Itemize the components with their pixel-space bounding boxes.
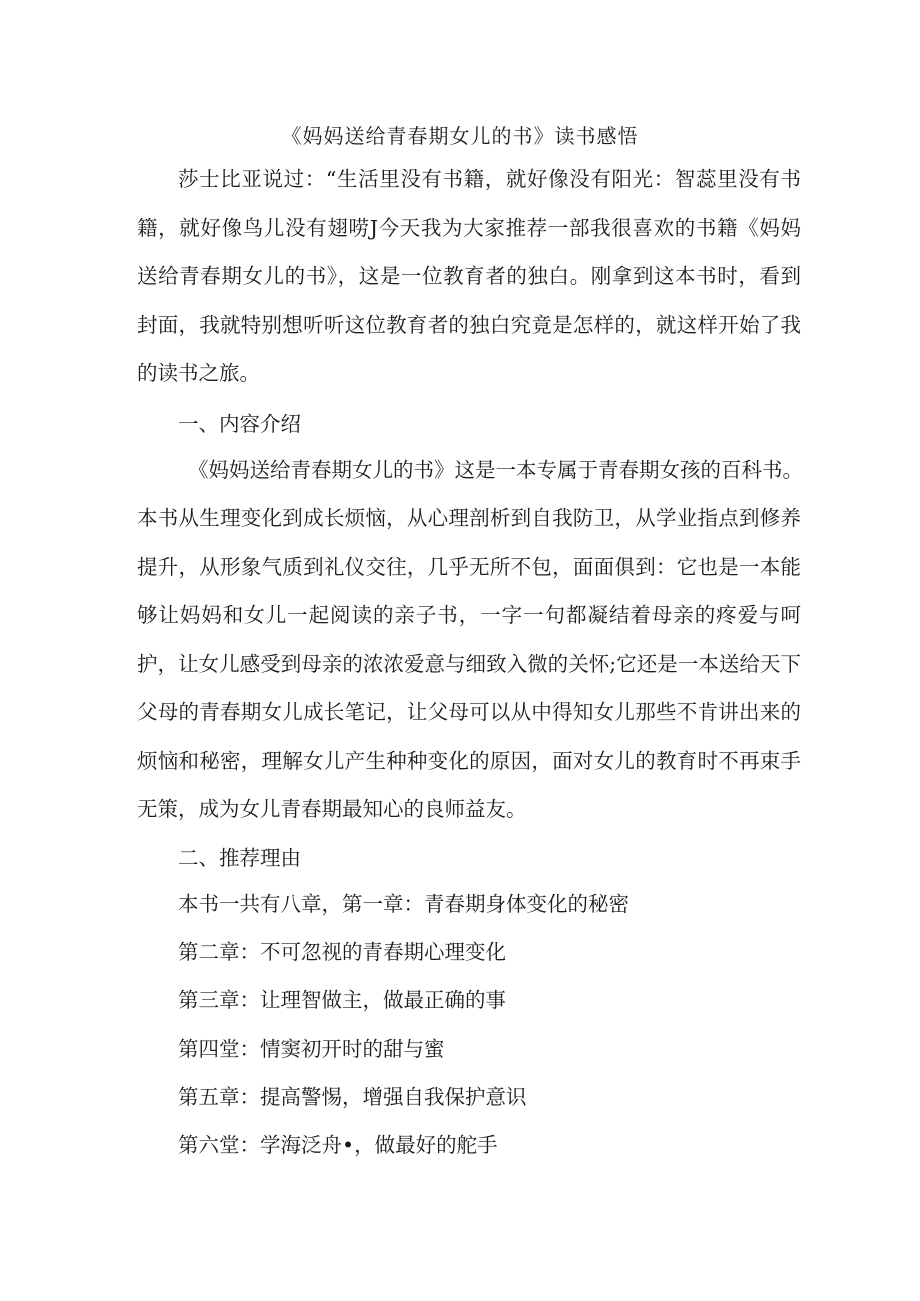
section-heading-reasons: 二、推荐理由 [178,846,301,870]
section-heading-content: 一、内容介绍 [178,412,301,436]
content-paragraph: 本书从生理变化到成长烦恼，从心理剖析到自我防卫，从学业指点到修养提升，从形象气质到礼仪交往，几乎无所不包，面面俱到：它也是一本能够让妈妈和女儿一起阅读的亲子书，一字一句都凝结着母亲的疼爱与呵护，让女儿感受到母亲的浓浓爱意与细致入微的关怀;它还是一本送给天下父母的青春期女儿成长笔记，让父母可以从中得知女儿那些不肯讲出来的烦恼和秘密，理解女儿产生种种变化的原因，面对女儿的教育时不再束手无策，成为女儿青春期最知心的良师益友。 [137,506,801,821]
chapter-line: 第三章：让理智做主，做最正确的事 [178,988,506,1012]
chapter-line: 第四堂：情窦初开时的甜与蜜 [178,1037,445,1061]
document-title: 《妈妈送给青春期女儿的书》读书感悟 [281,124,639,148]
chapter-line: 本书一共有八章，第一章：青春期身体变化的秘密 [178,892,629,916]
content-first-line: 《妈妈送给青春期女儿的书》这是一本专属于青春期女孩的百科书。 [188,458,803,482]
chapter-line: 第六堂：学海泛舟•，做最好的舵手 [178,1133,498,1157]
chapter-line: 第二章：不可忽视的青春期心理变化 [178,940,506,964]
intro-paragraph: 莎士比亚说过：“生活里没有书籍，就好像没有阳光：智蕊里没有书籍，就好像鸟儿没有翅唠J今天我为大家推荐一部我很喜欢的书籍《妈妈送给青春期女儿的书》，这是一位教育者的独白。刚拿到这本书时，看到封面，我就特别想听听这位教育者的独白究竟是怎样的，就这样开始了我的读书之旅。 [137,167,801,385]
chapter-line: 第五章：提高警惕，增强自我保护意识 [178,1085,527,1109]
